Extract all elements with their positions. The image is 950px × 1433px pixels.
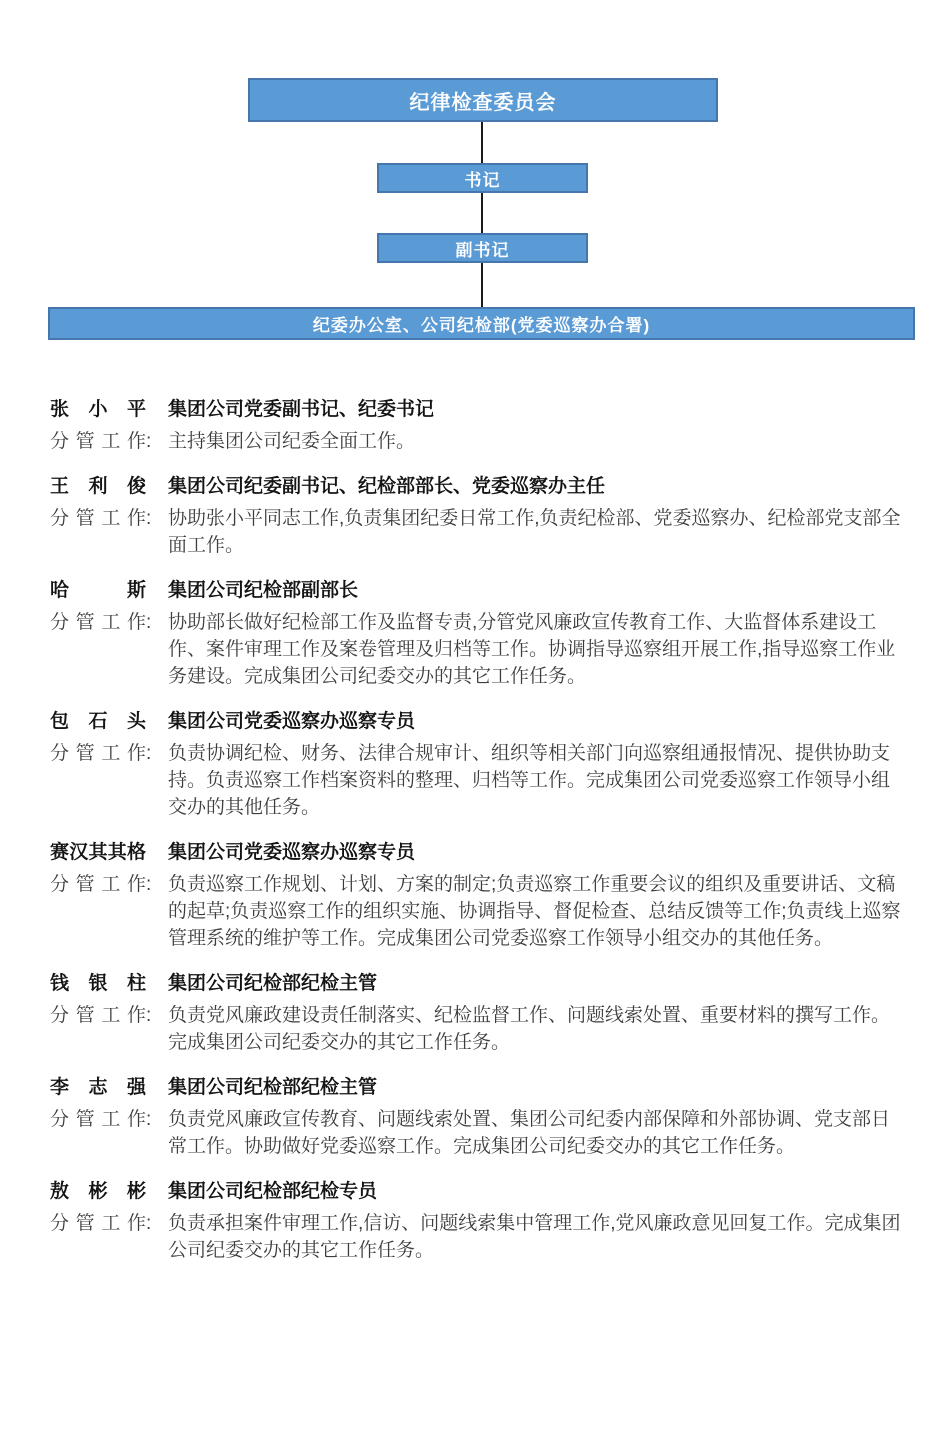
person-title: 集团公司党委巡察办巡察专员: [168, 711, 416, 732]
roster-entry: [50, 577, 906, 690]
entry-header: [50, 1074, 906, 1101]
person-name: 王利俊: [50, 476, 146, 497]
duty-label: 分管工作:: [50, 1005, 152, 1026]
duty-label: 分管工作:: [50, 1109, 152, 1130]
entry-duties: [50, 609, 906, 690]
roster-entry: [50, 1074, 906, 1160]
entry-duties: [50, 505, 906, 559]
person-name: 李志强: [50, 1077, 146, 1098]
roster-entry: [50, 473, 906, 559]
duty-label: 分管工作:: [50, 612, 152, 633]
entry-header: [50, 970, 906, 997]
person-name: 钱银柱: [50, 973, 146, 994]
person-title: 集团公司纪检部纪检主管: [168, 1077, 378, 1098]
personnel-roster: [50, 396, 906, 1282]
roster-entry: [50, 396, 906, 455]
duty-text: 负责党风廉政宣传教育、问题线索处置、集团公司纪委内部保障和外部协调、党支部日常工作。协助做好党委巡察工作。完成集团公司纪委交办的其它工作任务。: [168, 1109, 891, 1157]
entry-header: [50, 708, 906, 735]
org-node-committee-label: 纪律检查委员会: [409, 91, 557, 114]
duty-text: 负责协调纪检、财务、法律合规审计、组织等相关部门向巡察组通报情况、提供协助支持。负责巡察工作档案资料的整理、归档等工作。完成集团公司党委巡察工作领导小组交办的其他任务。: [168, 743, 891, 818]
entry-header: [50, 473, 906, 500]
entry-header: [50, 839, 906, 866]
roster-entry: [50, 1178, 906, 1264]
duty-label: 分管工作:: [50, 743, 152, 764]
org-node-deputy-secretary-label: 副书记: [455, 240, 510, 260]
org-node-secretary: [377, 163, 588, 193]
person-title: 集团公司纪检部纪检主管: [168, 973, 378, 994]
entry-header: [50, 396, 906, 423]
org-node-committee: [248, 78, 718, 122]
entry-duties: [50, 740, 906, 821]
roster-entry: [50, 970, 906, 1056]
duty-label: 分管工作:: [50, 1213, 152, 1234]
duty-text: 协助张小平同志工作,负责集团纪委日常工作,负责纪检部、党委巡察办、纪检部党支部全面工作。: [168, 508, 901, 556]
person-name: 包石头: [50, 711, 146, 732]
entry-duties: [50, 1106, 906, 1160]
person-name: 张小平: [50, 399, 146, 420]
person-title: 集团公司纪检部纪检专员: [168, 1181, 378, 1202]
person-name: 哈斯: [50, 580, 146, 601]
org-chart: [0, 0, 950, 360]
org-node-deputy-secretary: [377, 233, 588, 263]
person-name: 敖彬彬: [50, 1181, 146, 1202]
org-node-office-bar: [48, 307, 915, 340]
entry-duties: [50, 1002, 906, 1056]
person-name: 赛汉其其格: [50, 842, 146, 863]
org-chart-connector-line: [481, 120, 483, 310]
entry-header: [50, 577, 906, 604]
person-title: 集团公司党委副书记、纪委书记: [168, 399, 435, 420]
roster-entry: [50, 708, 906, 821]
entry-duties: [50, 1210, 906, 1264]
person-title: 集团公司党委巡察办巡察专员: [168, 842, 416, 863]
entry-duties: [50, 428, 906, 455]
duty-label: 分管工作:: [50, 874, 152, 895]
person-title: 集团公司纪检部副部长: [168, 580, 359, 601]
duty-text: 负责巡察工作规划、计划、方案的制定;负责巡察工作重要会议的组织及重要讲话、文稿的起草;负责巡察工作的组织实施、协调指导、督促检查、总结反馈等工作;负责线上巡察管理系统的维护等工作。完成集团公司党委巡察工作领导小组交办的其他任务。: [168, 874, 901, 949]
entry-header: [50, 1178, 906, 1205]
duty-text: 负责党风廉政建设责任制落实、纪检监督工作、问题线索处置、重要材料的撰写工作。完成集团公司纪委交办的其它工作任务。: [168, 1005, 891, 1053]
person-title: 集团公司纪委副书记、纪检部部长、党委巡察办主任: [168, 476, 606, 497]
duty-text: 主持集团公司纪委全面工作。: [168, 431, 416, 452]
duty-label: 分管工作:: [50, 508, 152, 529]
duty-text: 协助部长做好纪检部工作及监督专责,分管党风廉政宣传教育工作、大监督体系建设工作、案件审理工作及案卷管理及归档等工作。协调指导巡察组开展工作,指导巡察工作业务建设。完成集团公司纪委交办的其它工作任务。: [168, 612, 896, 687]
duty-text: 负责承担案件审理工作,信访、问题线索集中管理工作,党风廉政意见回复工作。完成集团公司纪委交办的其它工作任务。: [168, 1213, 901, 1261]
duty-label: 分管工作:: [50, 431, 152, 452]
org-node-office-bar-label: 纪委办公室、公司纪检部(党委巡察办合署): [312, 316, 651, 335]
roster-entry: [50, 839, 906, 952]
org-node-secretary-label: 书记: [464, 170, 501, 190]
entry-duties: [50, 871, 906, 952]
